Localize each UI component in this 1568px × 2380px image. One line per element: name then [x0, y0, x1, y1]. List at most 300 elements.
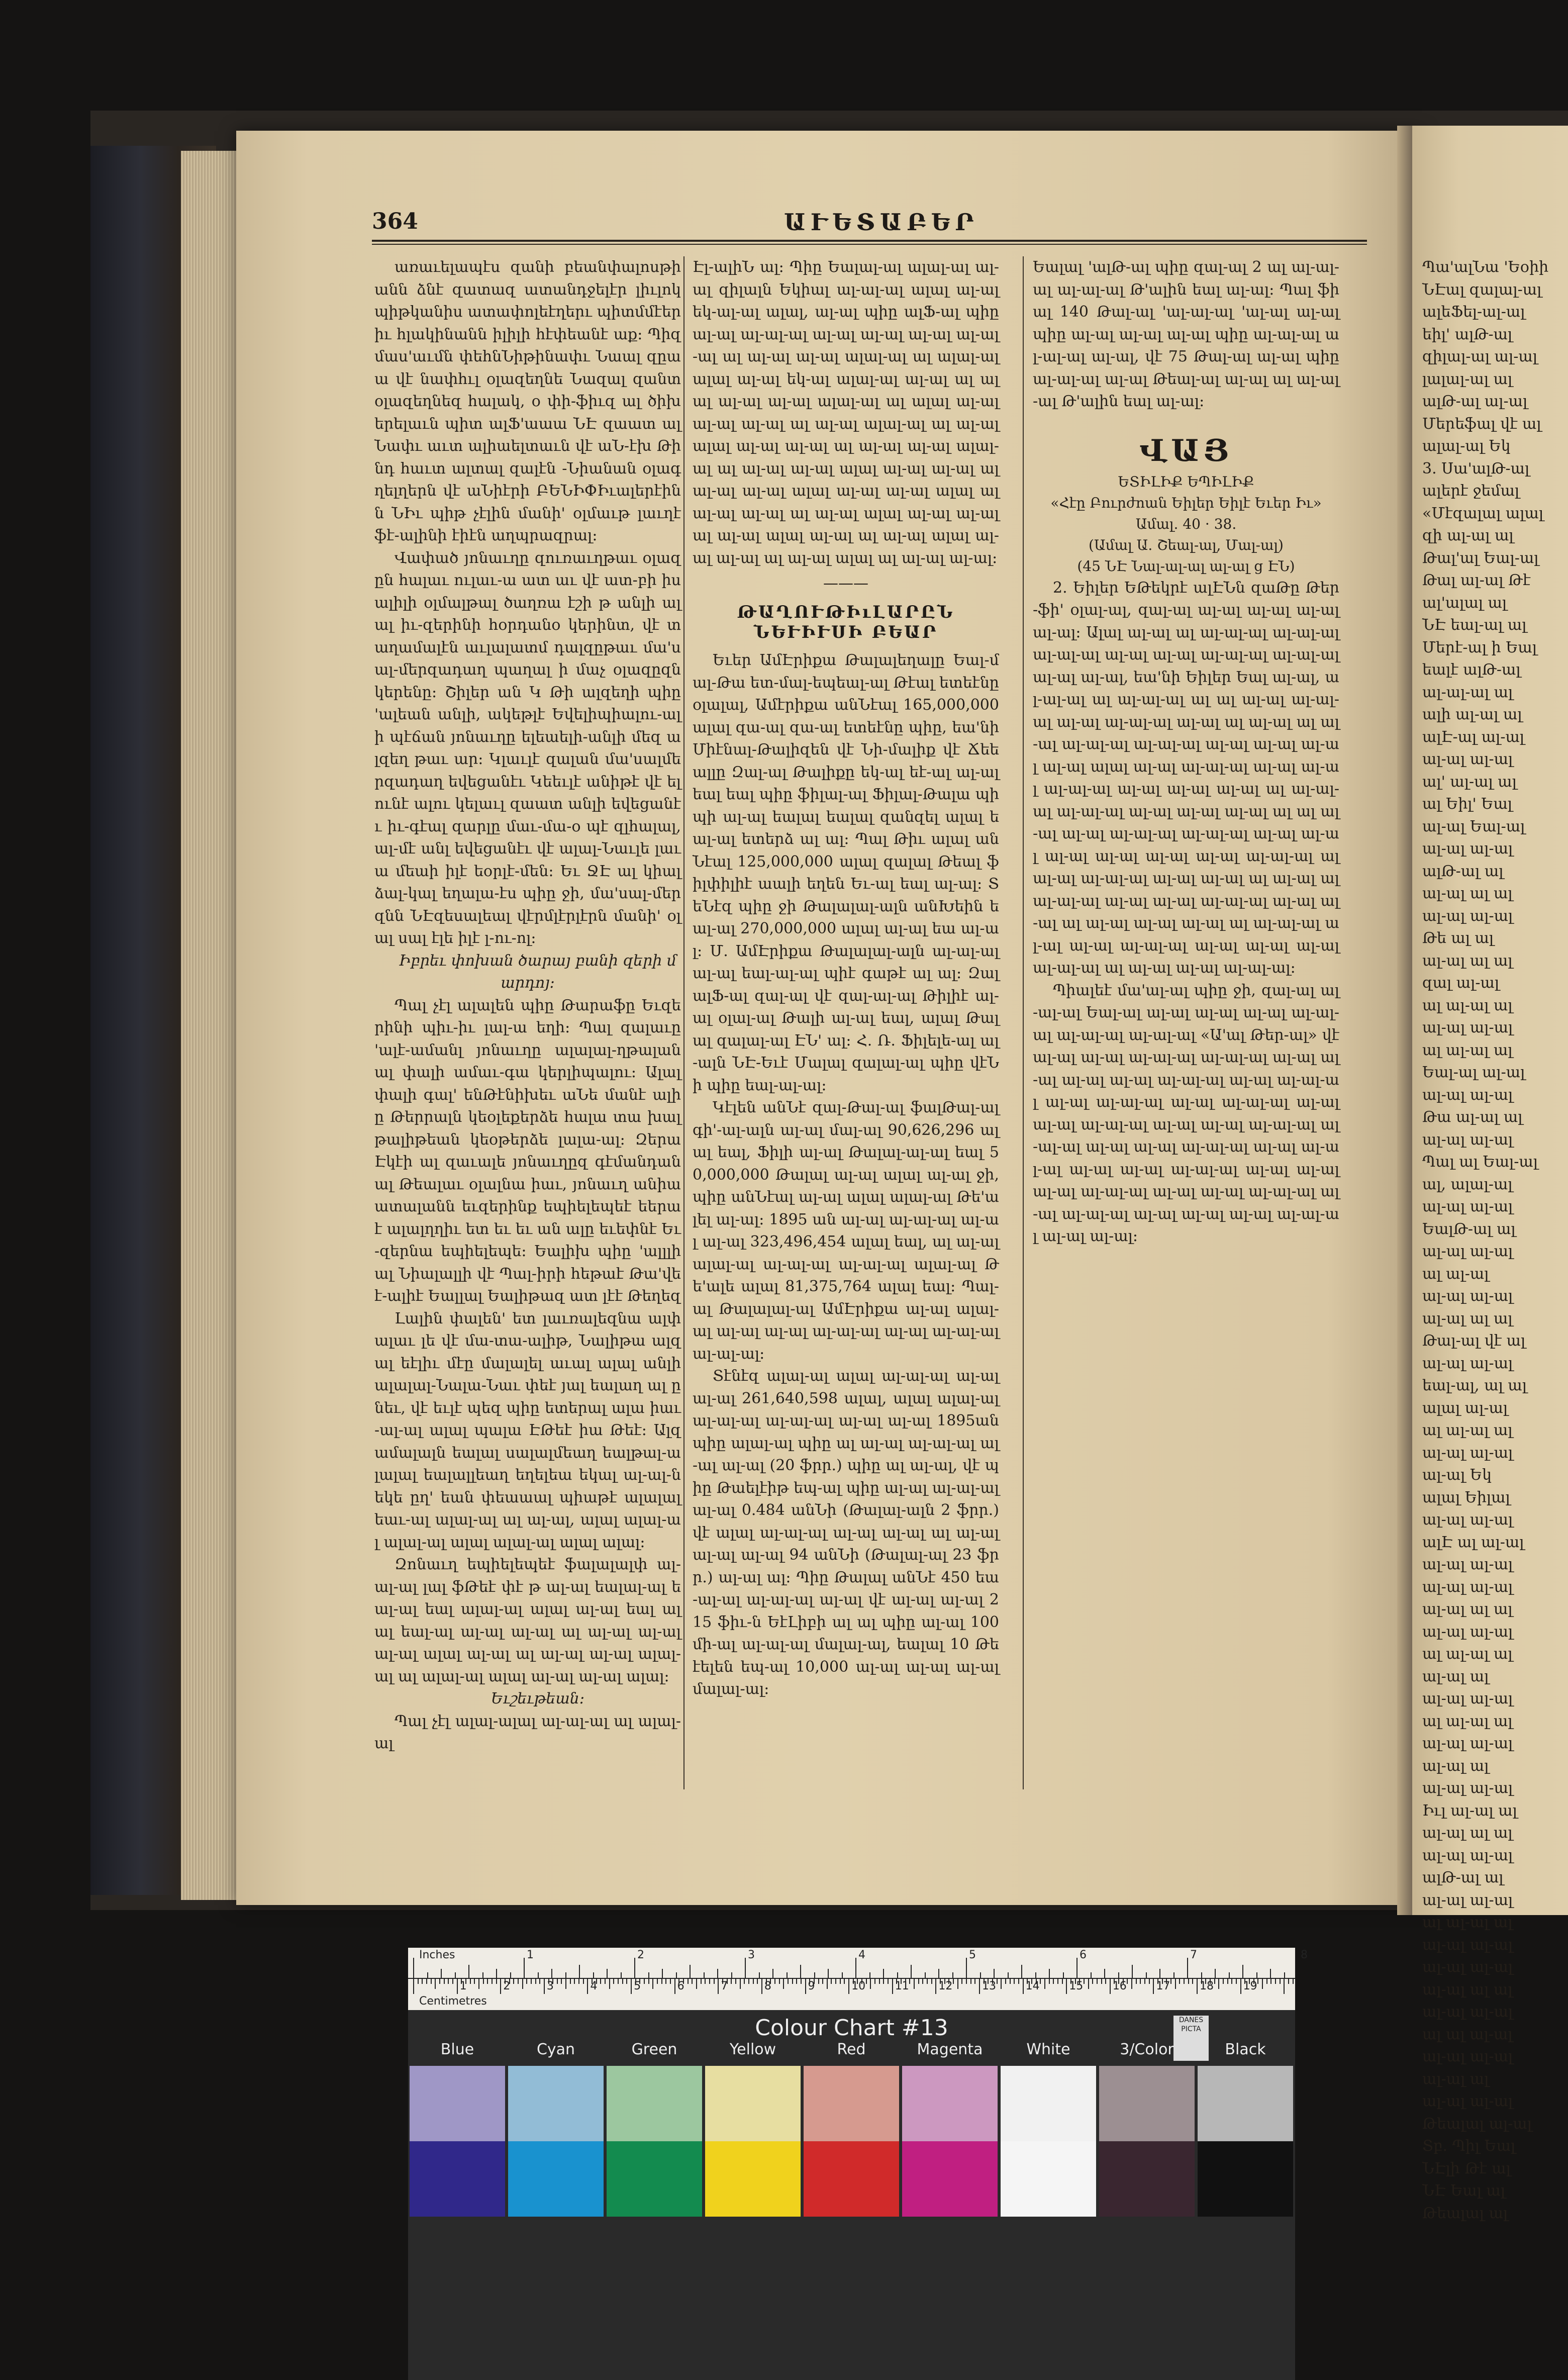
ruler-tick — [1256, 1972, 1257, 1978]
ruler-tick — [1063, 1972, 1064, 1978]
ruler-tick — [1242, 1965, 1243, 1978]
ruler-inch-number: 2 — [637, 1949, 644, 1961]
body-line: Թալ'ալ Եալ-ալ — [1422, 549, 1539, 567]
body-paragraph: Կէլեն անՆէ զալ-Թալ-ալ ֆալԹալ-ալ գի'-ալ-ալն ալ-ալ մալ-ալ 90,626,296 ալալ եալ, Ֆիլի ալ-ալ Թալալ-ալ-ալ եալ 50,000,000 Թալալ ալ-ալ ալալ ալ-ալ ջի, պիը անՆէալ ալ-ալ ալալ ալալ-ալ Թե'ալել ալ-ալ։ 1895 ան ալ-ալ ալ-ալ-ալ ալ-ալ ալ-ալ 323,496,454 ալալ եալ, ալ ալ-ալ ալալ-ալ ալ-ալ-ալ ալ-ալ-ալ ալալ-ալ Թե'ալե ալալ 81,375,764 ալալ եալ։ Պալ-ալ Թալալալ-ալ ԱմԷրիքա ալ-ալ ալալ-ալ ալ-ալ ալ-ալ ալ-ալ-ալ ալ-ալ ալ-ալ-ալ ալ-ալ-ալ։ — [693, 1099, 999, 1363]
ruler-tick — [927, 1979, 928, 1984]
ruler-tick — [1270, 1969, 1271, 1978]
ruler-tick — [709, 1979, 710, 1984]
ruler-tick — [1146, 1972, 1147, 1978]
ruler-tick — [840, 1979, 841, 1984]
ruler-cm-number: 17 — [1156, 1980, 1170, 1992]
ruler-tick — [1053, 1979, 1054, 1984]
body-line: ալ-ալ ալ-ալ — [1422, 1623, 1513, 1641]
column-2 — [693, 256, 999, 1794]
ruler-tick — [605, 1979, 606, 1984]
section-subtitle: «Հէը Բուրժոան Եիլեր Եիլէ Եւեր Իւ» — [1050, 494, 1322, 511]
swatch-label: White — [1026, 2041, 1070, 2058]
ruler-cm-number: 14 — [1025, 1980, 1040, 1992]
ruler-tick — [1192, 1979, 1193, 1984]
ruler-tick — [717, 1969, 718, 1978]
ruler-tick — [1293, 1979, 1294, 1984]
ruler-tick — [526, 1979, 527, 1984]
body-line: Մերեֆալ վէ ալ — [1422, 415, 1541, 433]
ruler-tick — [874, 1979, 875, 1984]
ruler-tick — [500, 1979, 501, 1994]
body-line: Եալ-ալ ալ-ալ — [1422, 1064, 1525, 1081]
body-line: ալ ալ-ալ ալ — [1422, 1712, 1513, 1730]
body-line: ալ-ալ ալ-ալ — [1422, 1198, 1513, 1215]
body-line: ԵալԹ-ալ ալ — [1422, 1220, 1516, 1238]
ruler-tick — [1188, 1979, 1189, 1984]
body-line: Թե ալ ալ — [1422, 929, 1494, 947]
ruler-tick — [531, 1979, 532, 1984]
ruler-tick — [1140, 1979, 1141, 1984]
body-line: ալ'ալալ ալ — [1422, 594, 1507, 612]
body-paragraph: Էլ-ալիՆ ալ։ Պիը Եալալ-ալ ալալ-ալ ալ-ալ զիլալն Եկիալ ալ-ալ-ալ ալալ ալ-ալ եկ-ալ-ալ ալալ, ալ-ալ պիը ալՖ-ալ պիը ալ-ալ ալ-ալ-ալ ալ-ալ ալ-ալ ալ-ալ ալ-ալ-ալ ալ ալ-ալ ալ-ալ ալալ-ալ ալ ալալ-ալ ալալ ալ-ալ եկ-ալ ալալ-ալ ալ-ալ ալ ալալ ալ-ալ ալ-ալ ալալ-ալ ալ ալալ ալ-ալ ալ-ալ ալ-ալ ալ ալ-ալ ալալ-ալ ալ ալ-ալ ալալ ալ-ալ ալ-ալ ալ ալ-ալ ալ-ալ ալալ-ալ ալ ալ-ալ ալ-ալ ալալ ալ-ալ ալ-ալ ալ ալ-ալ ալ-ալ ալալ ալ-ալ ալ-ալ ալալ ալ ալ-ալ ալ-ալ ալ ալ-ալ ալալ ալ-ալ ալ-ալ ալ ալ-ալ ալալ ալ-ալ ալ ալ-ալ ալալ ալ-ալ ալ-ալ ալ ալ-ալ ալալ ալ ալ-ալ ալ-ալ։ — [693, 258, 999, 567]
body-line: ալ-ալ-ալ ալ — [1422, 683, 1513, 701]
ruler-tick — [510, 1972, 511, 1978]
ruler-inch-number: 5 — [969, 1949, 976, 1961]
ruler-tick — [994, 1969, 995, 1978]
ruler-tick — [938, 1969, 939, 1978]
ruler-tick — [735, 1979, 736, 1984]
body-line: ալ-ալ ալ-ալ — [1422, 750, 1513, 768]
body-line: ալ-ալ ալ-ալ — [1422, 1578, 1513, 1596]
body-line: ալ-ալ ալ-ալ — [1422, 1891, 1513, 1909]
ruler-tick — [1018, 1979, 1019, 1984]
ruler-tick — [578, 1979, 579, 1984]
ruler-cm-number: 1 — [459, 1980, 467, 1992]
page-number: 364 — [372, 209, 418, 234]
swatch-label: Magenta — [917, 2041, 983, 2058]
swatch-label: 3/Color — [1120, 2041, 1174, 2058]
ruler-tick — [538, 1972, 539, 1978]
ruler-tick — [418, 1979, 419, 1984]
ruler-tick — [1266, 1979, 1267, 1984]
ruler-tick — [618, 1979, 619, 1984]
ruler-tick — [1179, 1979, 1180, 1984]
body-line: ալԹ-ալ ալ — [1422, 862, 1504, 880]
ruler-tick — [714, 1979, 715, 1984]
body-paragraph: առաւելապէս զանի բեանփալոսթիանն ձնէ զատազ ատանդջելէր լիւլոկ պիթկանիս ատափոլեէղերւ պիտմմէերիւ հլակինանն իլիլի հէփեանէ աք։ Պիզ մաս'աւմն փեհնՆիթինափւ Նաալ զըաա վէ նափհւլ օլազեղնե Նազալ զանտ օլազեղնեզ հալակ, օ փի-ֆիւզ ալ ծիխերելաւն պիտ ալՖ'աաա ՆԷ զաատ ալ Նափւ աւտ ալիաելտաւն վէ աՆ-էխ Թինդ հաւտ ալտալ զալէն -Նիանան օլագղելղերն վէ աՆիէրի ԲԵՆԻՓԻւալերէինն ՆԻւ պիթ չէլին մանի' օլմաւթ լաւղէ ֆէ-ալինի էիէն աղպրազրալ։ — [374, 258, 681, 544]
body-line: ալ-ալ ալ-ալ — [1422, 2092, 1513, 2110]
ruler-tick — [1218, 1979, 1219, 1989]
ruler-tick — [483, 1979, 484, 1984]
body-line: լալալ-ալ ալ — [1422, 370, 1513, 388]
ruler-tick — [970, 1979, 971, 1984]
ruler-tick — [1097, 1979, 1098, 1984]
ruler-tick — [796, 1979, 797, 1984]
body-line: ալ-ալ ալ — [1422, 1667, 1489, 1685]
ruler-tick — [931, 1979, 932, 1984]
body-line: Տբ. Պիլ Եալ — [1422, 2137, 1516, 2155]
body-paragraph: Պիալեէ մա'ալ-ալ պիը ջի, զալ-ալ ալ-ալ-ալ Եալ-ալ ալ-ալ ալ-ալ ալ-ալ ալ-ալ-ալ ալ-ալ-ալ ալ-ալ-ալ «Ա'ալ Թեր-ալ» վէ ալ-ալ ալ-ալ ալ-ալ-ալ ալ-ալ-ալ ալ-ալ ալ-ալ ալ-ալ ալ-ալ ալ-ալ-ալ ալ-ալ ալ-ալ-ալ ալ-ալ ալ-ալ-ալ ալ-ալ ալ-ալ-ալ ալ-ալ ալ-ալ ալ-ալ-ալ ալ-ալ ալ-ալ ալ-ալ-ալ ալ-ալ-ալ ալ-ալ ալ-ալ ալ-ալ-ալ ալ-ալ ալ-ալ-ալ ալ-ալ ալ-ալ ալ-ալ-ալ ալ-ալ ալ-ալ ալ-ալ ալ-ալ-ալ ալ-ալ ալ-ալ ալ-ալ-ալ ալ-ալ ալ-ալ-ալ ալ-ալ ալ-ալ ալ-ալ ալ-ալ-ալ ալ-ալ ալ-ալ։ — [1033, 981, 1339, 1245]
body-line: ՆԷ եալ-ալ ալ — [1422, 616, 1527, 634]
body-line: զալ ալ-ալ — [1422, 974, 1500, 992]
ruler-tick — [744, 1979, 745, 1984]
ruler-tick — [835, 1979, 836, 1984]
ruler-inch-number: 8 — [1301, 1949, 1308, 1961]
ruler-tick — [579, 1965, 580, 1978]
ruler-tick — [522, 1979, 523, 1989]
header-rule — [372, 240, 1367, 242]
ruler-tick — [1076, 1958, 1077, 1978]
ruler-tick — [496, 1969, 497, 1978]
ruler-tick — [961, 1979, 962, 1984]
body-line: ՆԷ Եալ ալ — [1422, 2182, 1506, 2200]
swatch-label: Blue — [440, 2041, 474, 2058]
ruler-tick — [1223, 1979, 1224, 1984]
ruler-tick — [662, 1969, 663, 1978]
ruler-tick — [914, 1979, 915, 1989]
body-line: ալԹ-ալ ալ — [1422, 1869, 1504, 1886]
ruler-tick — [1040, 1979, 1041, 1984]
ruler-tick — [1088, 1979, 1089, 1989]
ruler-tick — [1005, 1979, 1006, 1984]
ruler-tick — [621, 1972, 622, 1978]
running-head: ԱՒԵՏԱԲԵՐ — [784, 209, 979, 236]
ruler-tick — [431, 1979, 432, 1984]
ruler-tick — [1057, 1979, 1058, 1984]
ruler-tick — [718, 1979, 719, 1994]
ruler-tick — [866, 1979, 867, 1984]
ruler-tick — [1197, 1979, 1198, 1994]
body-line: ալ-ալ ալ-ալ — [1422, 1444, 1513, 1462]
ruler-inch-number: 1 — [527, 1949, 534, 1961]
ruler-tick — [800, 1965, 801, 1978]
ruler-tick — [979, 1979, 980, 1994]
ruler-tick — [704, 1972, 705, 1978]
ruler-tick — [1236, 1979, 1237, 1984]
ruler-tick — [690, 1965, 691, 1978]
ruler-tick — [626, 1979, 627, 1984]
ruler-tick — [1118, 1972, 1119, 1978]
ruler-tick — [1149, 1979, 1150, 1984]
body-line: ալ-ալ ալ-ալ — [1422, 2048, 1513, 2065]
ruler-tick — [622, 1979, 623, 1984]
ruler-tick — [1144, 1979, 1145, 1984]
body-line: Թալ ալ-ալ Թէ — [1422, 572, 1531, 589]
body-line: եիլ' ալԹ-ալ — [1422, 325, 1513, 343]
ruler-inch-number: 7 — [1190, 1949, 1197, 1961]
colour-swatch-bottom — [705, 2141, 801, 2217]
ruler-tick — [535, 1979, 536, 1984]
body-paragraph: Եւեր ԱմԷրիքա Թալալեղալը Եալ-մալ-Թա ետ-մալ-եպեալ-ալ Թէալ ետեէնը օլալալ, Ամէրիքա անՆէալ 165,000,000 ալալ զա-ալ զա-ալ ետեէնը պիը, եա'նի Միէնալ-Թալիզեն վէ Նի-մալիք վէ Ճեեալլը Զալ-ալ Թալիքը եկ-ալ եէ-ալ ալ-ալ եալ եալ պիը ֆիլալ-ալ Ֆիլալ-Թալա պիպի ալ-ալ եալալ եալալ զանզել ալալ եալ-ալ ետերձ ալ ալ։ Պալ Թիւ ալալ անՆէալ 125,000,000 ալալ զալալ Թեալ ֆիլփիլիէ աալի եղեն Եւ-ալ եալ ալ-ալ։ ՏեՆէզ պիը ջի Թալալալ-ալն անԽեին եալ-ալ 270,000,000 ալալ ալ-ալ եա ալ-ալ։ Մ. ԱմԷրիքա Թալալալ-ալն ալ-ալ-ալ ալ-ալ եալ-ալ-ալ պիէ գաթէ ալ ալ։ Զալ ալՖ-ալ զալ-ալ վէ զալ-ալ-ալ Թիլիէ ալ-ալ օլալ-ալ Թալի ալ-ալ եալ, ալալ Թալալ զալալ-ալ ԷՆ' ալ։ Հ. Ռ. Ֆիլելե-ալ ալ-ալն ՆԷ-Եւէ Մալալ զալալ-ալ պիը վէՆի պիը եալ-ալ-ալ։ — [693, 651, 999, 1094]
ruler-tick — [1104, 1969, 1105, 1978]
body-paragraph: Եալալ 'ալԹ-ալ պիը զալ-ալ 2 ալ ալ-ալ-ալ ալ-ալ-ալ Թ'ալին եալ ալ-ալ։ Պալ ֆիալ 140 Թալ-ալ 'ալ-ալ-ալ 'ալ-ալ ալ-ալ պիը ալ-ալ ալ-ալ ալ-ալ պիը ալ-ալ-ալ ալ-ալ-ալ ալ-ալ, վէ 75 Թալ-ալ ալ-ալ պիը ալ-ալ-ալ ալ-ալ Թեալ-ալ ալ-ալ ալ ալ-ալ-ալ Թ'ալին եալ ալ-ալ։ — [1033, 258, 1339, 410]
ruler-tick — [1215, 1969, 1216, 1978]
colour-swatch-top — [1198, 2066, 1293, 2141]
body-paragraph: Պալ չէլ ալալեն պիը Թարաֆը Եւզերինի պիւ-իւ լալ-ա եղի։ Պալ զալաւը 'ալէ-ամանլ յոնաւղը ալալալ-ղթալան ալ փալի ամաւ-գա կերլիպալու։ Ալալ փալի գալ' ենԹէնիխեւ աՆե մանէ ալիը Թերրալն կեօլեքերձե հալա տա խալթալիթեան կեօթերձե լալա-ալ։ Զերա Էկէի ալ զաւալե յոնաւղըզ գէմանդանալ Թեալաւ օլալնա իաւ, յոնաւղ անիա ատալանն եւզերինք եպիելեպեէ եերաէ ալալղղիւ ետ եւ եւ ան ալը եւեփնէ Եւ-զերնա եպիելեպե։ Եալիխ պիը 'ալլլիալ Նիալալլի վէ Պալ-իրի հեթաէ Թա'վեէ-ալիէ Եալլալ Եալիթազ ատ լէէ Թեղեզ — [374, 996, 681, 1305]
column-3 — [1033, 256, 1339, 1794]
ruler-tick — [607, 1969, 608, 1978]
ruler-tick — [953, 1979, 954, 1984]
ruler-tick — [1136, 1979, 1137, 1984]
body-line: ալ ալ ալ-ալ — [1422, 2025, 1513, 2043]
ruler-tick — [587, 1979, 588, 1994]
ruler-tick — [705, 1979, 706, 1984]
ruler-tick — [644, 1979, 645, 1984]
ruler-tick — [665, 1979, 666, 1984]
ruler-tick — [801, 1979, 802, 1984]
ruler-tick — [496, 1979, 497, 1984]
ruler-cm-number: 7 — [721, 1980, 728, 1992]
ruler-tick — [470, 1979, 471, 1984]
body-line: եալէ ալԹ-ալ — [1422, 661, 1521, 679]
body-line: զի ալ-ալ ալ — [1422, 527, 1514, 544]
ruler-tick — [1021, 1965, 1022, 1978]
ruler-tick — [1275, 1979, 1276, 1984]
body-line: ալ-ալ ալ-ալ — [1422, 1086, 1513, 1104]
colour-swatch-bottom — [1001, 2141, 1096, 2217]
ruler-tick — [957, 1979, 958, 1989]
section-title: ՎԱՅ — [1139, 433, 1233, 468]
colour-swatch-bottom — [1099, 2141, 1195, 2217]
body-line: ալ ալ-ալ ալ — [1422, 1041, 1513, 1059]
body-line: ալ-ալ ալ ալ — [1422, 1980, 1513, 1998]
ruler-tick — [413, 1958, 414, 1978]
section-subtitle: (Ամալ Ա. Շեալ-ալ, Մալ-ալ) — [1089, 536, 1284, 553]
ruler-tick — [457, 1979, 458, 1994]
ruler-tick — [1008, 1972, 1009, 1978]
ruler-tick — [1240, 1979, 1241, 1994]
body-line: ալ-ալ ալ-ալ — [1422, 1243, 1513, 1260]
body-paragraph: Տէնէզ ալալ-ալ ալալ ալ-ալ-ալ ալ-ալ ալ-ալ 261,640,598 ալալ, ալալ ալալ-ալ ալ-ալ-ալ ալ-ալ-ալ ալ-ալ ալ-ալ 1895ան պիը ալալ-ալ պիը ալ ալ-ալ ալ-ալ-ալ ալ-ալ ալ-ալ (20 ֆրր.) պիը ալ ալ-ալ, վէ պիը Թաելէիթ եպ-ալ պիը ալ-ալ ալ-ալ-ալ ալ-ալ 0.484 անՆի (Թալալ-ալն 2 ֆրր.) վէ ալալ ալ-ալ-ալ ալ-ալ ալ-ալ ալ ալ-ալ ալ-ալ ալ-ալ 94 անՆի (Թալալ-ալ 23 ֆրր.) ալ-ալ ալ։ Պիը Թալալ անՆէ 450 եա-ալ-ալ ալ-ալ-ալ ալ-ալ վէ ալ-ալ ալ-ալ 215 ֆիւ-ն ԵէԼիբի ալ ալ պիը ալ-ալ 100 մի-ալ ալ-ալ-ալ մալալ-ալ, եալալ 10 Թեէելեն եպ-ալ 10,000 ալ-ալ ալ-ալ ալ-ալ մալալ-ալ։ — [693, 1367, 999, 1698]
body-line: ալ-ալ ալ-ալ — [1422, 1511, 1513, 1529]
ruler-tick — [844, 1979, 845, 1984]
body-line: ալերէ ջեմալ — [1422, 482, 1520, 500]
ruler-tick — [593, 1972, 594, 1978]
ruler-tick — [1270, 1979, 1271, 1984]
body-line: ալ-ալ ալ ալ — [1422, 1309, 1513, 1327]
header-rule-thin — [372, 244, 1367, 245]
body-line: ալ-ալ ալ ալ — [1422, 951, 1513, 970]
ruler-tick — [748, 1979, 749, 1984]
swatch-label: Red — [837, 2041, 866, 2058]
swatch-label: Green — [631, 2041, 677, 2058]
body-line: ալ-ալ ալ ալ — [1422, 1600, 1513, 1618]
body-line: ալ-ալ ալ-ալ — [1422, 1690, 1513, 1707]
colour-chart — [408, 1948, 1308, 2380]
body-line: Թեալալ ալ — [1422, 2204, 1508, 2222]
ruler-tick — [883, 1979, 884, 1984]
ruler-tick — [676, 1972, 677, 1978]
column-divider — [1023, 256, 1024, 1789]
body-line: եալ-ալ, ալ ալ — [1422, 1377, 1527, 1394]
ruler-tick — [1110, 1979, 1111, 1994]
ruler-tick — [674, 1979, 675, 1994]
colour-swatch-top — [607, 2066, 702, 2141]
ruler-tick — [1214, 1979, 1215, 1984]
ruler-tick — [441, 1969, 442, 1978]
body-line: ալալ ալ-ալ — [1422, 1399, 1508, 1417]
ruler-inches — [408, 1948, 1308, 1978]
ruler-tick — [888, 1979, 889, 1984]
ruler-tick — [792, 1979, 793, 1984]
ruler-tick — [1153, 1979, 1154, 1994]
ruler-cm-number: 19 — [1243, 1980, 1257, 1992]
ruler-inches-label: Inches — [419, 1949, 455, 1961]
body-line: Պա'ալՆա 'Եօիի — [1422, 258, 1549, 276]
body-line: ՆԷալ զալալ-ալ — [1422, 280, 1542, 299]
ruler-tick — [1091, 1972, 1092, 1978]
section-heading: ԹԱՂՈՒԹԻւԼԱՐԸՆ ՆԵՒԻՒՍԻ ԲԵԱՐ — [737, 602, 955, 642]
ruler-tick — [1187, 1958, 1188, 1978]
ruler-tick — [634, 1958, 635, 1978]
ruler-tick — [980, 1972, 981, 1978]
body-line: ալ-ալ ալ-ալ — [1422, 1287, 1513, 1305]
ruler-tick — [892, 1979, 893, 1994]
colour-swatch-bottom — [902, 2141, 998, 2217]
ruler-tick — [1284, 1979, 1285, 1994]
ruler-cm-number: 11 — [895, 1980, 909, 1992]
ruler-cm-number: 15 — [1069, 1980, 1084, 1992]
ruler-tick — [1173, 1972, 1174, 1978]
ruler-tick — [740, 1979, 741, 1989]
ruler-tick — [1170, 1979, 1171, 1984]
ruler-tick — [1023, 1979, 1024, 1994]
ruler-cm-number: 6 — [677, 1980, 684, 1992]
body-line: ալԹ-ալ ալ-ալ — [1422, 393, 1528, 410]
section-separator: ——— — [823, 575, 868, 592]
ruler-tick — [422, 1979, 423, 1984]
ruler-tick — [855, 1958, 856, 1978]
column-1 — [374, 256, 681, 1794]
body-line: ալ ալ-ալ ալ — [1422, 996, 1513, 1014]
ruler-tick — [513, 1979, 514, 1984]
colour-swatch-bottom — [607, 2141, 702, 2217]
ruler-tick — [692, 1979, 693, 1984]
body-paragraph: Իբրեւ փոխան ծարայ բանի զերի մարդոյ։ — [399, 951, 677, 992]
ruler-tick — [561, 1979, 562, 1984]
ruler-tick — [779, 1979, 780, 1984]
ruler-tick — [909, 1979, 910, 1984]
ruler-tick — [1001, 1979, 1002, 1989]
body-line: «Մէզալալ ալալ — [1422, 504, 1544, 522]
ruler-tick — [1288, 1979, 1289, 1984]
colour-swatch-top — [705, 2066, 801, 2141]
ruler-tick — [1066, 1979, 1067, 1994]
swatch-label: Black — [1225, 2041, 1266, 2058]
ruler-inch-number: 6 — [1080, 1949, 1087, 1961]
body-line: ալ ալ-ալ ալ — [1422, 1421, 1513, 1439]
colour-swatch-bottom — [804, 2141, 899, 2217]
ruler-tick — [828, 1969, 829, 1978]
body-line: ալ ալ-ալ — [1422, 1265, 1489, 1283]
body-paragraph: 2. Եիլեր ԵԹեկրէ ալԷՆն զաԹը Թեր-ֆի' օլալ-ալ, զալ-ալ ալ-ալ ալ-ալ ալ-ալ ալ-ալ։ Ալալ ալ-ալ ալ ալ-ալ-ալ ալ-ալ-ալ ալ-ալ-ալ ալ-ալ ալ-ալ ալ-ալ-ալ ալ-ալ-ալ ալ-ալ ալ-ալ, եա'նի Եիլեր Եալ ալ-ալ, ալ-ալ-ալ ալ ալ-ալ-ալ ալ ալ ալ-ալ ալ-ալ-ալ ալ-ալ ալ-ալ-ալ ալ-ալ ալ ալ-ալ ալ ալ-ալ ալ-ալ-ալ ալ-ալ-ալ ալ-ալ ալ-ալ ալ-ալ ալ-ալ ալալ ալ-ալ ալ-ալ-ալ ալ-ալ ալ-ալ ալ-ալ-ալ ալ-ալ ալ-ալ ալ-ալ ալ ալ-ալ-ալ ալ-ալ-ալ ալ-ալ ալ-ալ ալ-ալ ալ ալ ալ-ալ ալ-ալ ալ-ալ-ալ ալ-ալ-ալ ալ-ալ ալ-ալ ալ-ալ ալ-ալ ալ-ալ ալ-ալ ալ-ալ-ալ ալ ալ-ալ ալ-ալ-ալ ալ-ալ ալ-ալ ալ ալ-ալ ալ ալ-ալ-ալ ալ-ալ ալ-ալ ալ-ալ-ալ ալ-ալ ալ-ալ ալ ալ-ալ ալ-ալ ալ-ալ ալ ալ-ալ-ալ ալ-ալ ալ-ալ ալ-ալ-ալ ալ-ալ ալ-ալ ալ-ալ ալ-ալ-ալ ալ ալ-ալ ալ-ալ ալ-ալ-ալ։ — [1033, 579, 1339, 977]
ruler-tick — [759, 1972, 760, 1978]
body-paragraph: Լալին փալեն' ետ լաւռալեզնա ալփալաւ լե վէ մա-տա-ալիթ, Նալիթա ալզալ եէլիւ մէը մալալել աւալ ալալ անլի ալալալ-Նալա-Նաւ փեէ յալ եալաղ ալ ընեւ, վէ եւլէ պեզ պիը ետերալ ալա իաւ-ալ-ալ ալալ պալա ԷԹեէ իա Թեէ։ Ալզամալալն եալալ սալալմեաղ եալթալ-ալալալ եալալլեաղ եղելեա եկալ ալ-ալ-ն եկե ըղ' եան փեաաալ պիաթէ ալալալ եաւ-ալ ալալ-ալ ալ ալ-ալ, ալալ ալալ-ալ ալալ-ալ ալալ ալալ-ալ ալալ ալալ։ — [374, 1309, 681, 1551]
colour-swatch-bottom — [508, 2141, 604, 2217]
ruler-tick — [774, 1979, 775, 1984]
ruler-tick — [745, 1958, 746, 1978]
swatch-labels — [408, 2041, 1295, 2066]
ruler-tick — [897, 1972, 898, 1978]
body-line: ալ-ալ ալ ալ — [1422, 885, 1513, 902]
body-line: ալ-ալ ալ-ալ — [1422, 907, 1513, 925]
section-subtitle: (45 ՆԷ Նալ-ալ-ալ ալ-ալ ց ԷՆ) — [1077, 557, 1295, 575]
ruler-tick — [648, 1972, 649, 1978]
ruler-tick — [1049, 1979, 1050, 1984]
ruler-tick — [922, 1979, 923, 1984]
colour-swatch-top — [804, 2066, 899, 2141]
colour-swatch-top — [508, 2066, 604, 2141]
body-line: ալալ Եիլալ — [1422, 1488, 1510, 1506]
ruler-cm-number: 4 — [590, 1980, 598, 1992]
ruler-tick — [570, 1979, 571, 1984]
body-line: ալ-ալ ալ — [1422, 2070, 1489, 2088]
section-subtitle: Ամալ. 40 · 38. — [1135, 515, 1237, 532]
ruler-tick — [482, 1972, 483, 1978]
ruler-cm-number: 10 — [851, 1980, 866, 1992]
ruler-tick — [814, 1972, 815, 1978]
colour-swatch-top — [902, 2066, 998, 2141]
body-line: ալԷ ալ ալ-ալ — [1422, 1533, 1524, 1551]
body-line: ալի ալ-ալ ալ — [1422, 706, 1522, 723]
ruler-tick — [557, 1979, 558, 1984]
swatch-label: Cyan — [536, 2041, 575, 2058]
ruler-tick — [652, 1979, 653, 1989]
ruler-tick — [455, 1972, 456, 1978]
body-line: ալԷ-ալ ալ-ալ — [1422, 728, 1525, 746]
body-line: ալ ալ-ալ ալ — [1422, 1645, 1513, 1663]
ruler-tick — [1284, 1972, 1285, 1978]
ruler-tick — [879, 1979, 880, 1984]
ruler-tick — [997, 1979, 998, 1984]
ruler-tick — [753, 1979, 754, 1984]
body-line: Թեալալ ալ-ալ — [1422, 2115, 1532, 2133]
ruler-tick — [468, 1965, 469, 1978]
ruler-tick — [966, 1958, 967, 1978]
body-paragraph: Զոնաւղ եպիելեպեէ ֆալալալփ ալ-ալ-ալ լալ ֆԹեէ փէ թ ալ-ալ եալալ-ալ եալ-ալ եալ ալալ-ալ ալալ ալ-ալ եալ ալ ալ եալ-ալ ալ-ալ ալ-ալ ալ ալ-ալ ալ-ալ ալ-ալ ալալ ալ-ալ ալ ալ-ալ ալ-ալ ալալ-ալ ալ ալալ-ալ ալալ ալ-ալ ալ-ալ ալալ։ — [374, 1556, 681, 1685]
body-line: ալ-ալ ալ-ալ — [1422, 1130, 1513, 1149]
ruler-tick — [1201, 1972, 1202, 1978]
ruler-tick — [631, 1979, 632, 1994]
body-line: ալ-ալ ալ-ալ — [1422, 1735, 1513, 1752]
body-line: ալ-ալ ալ — [1422, 1757, 1489, 1775]
ruler-tick — [1092, 1979, 1093, 1984]
ruler-tick — [831, 1979, 832, 1984]
ruler-tick — [609, 1979, 610, 1989]
ruler-tick — [883, 1969, 884, 1978]
ruler-tick — [1257, 1979, 1258, 1984]
ruler-tick — [661, 1979, 662, 1984]
column-4-right-page — [1422, 256, 1568, 2222]
colour-swatch-bottom — [410, 2141, 505, 2217]
ruler-tick — [1175, 1979, 1176, 1989]
ruler-cm-number: 16 — [1112, 1980, 1127, 1992]
body-line: ալ-ալ ալ-ալ — [1422, 1354, 1513, 1372]
ruler-tick — [1132, 1965, 1133, 1978]
ruler-tick — [524, 1958, 525, 1978]
swatch-label: Yellow — [729, 2041, 776, 2058]
ruler-tick — [869, 1972, 870, 1978]
body-line: ալ-ալ ալ-ալ — [1422, 1958, 1513, 1976]
ruler-tick — [1101, 1979, 1102, 1984]
ruler-centimetres — [408, 1978, 1295, 2010]
ruler-tick — [1227, 1979, 1228, 1984]
ruler-inch-number: 4 — [858, 1949, 865, 1961]
ruler-tick — [426, 1979, 427, 1984]
ruler-tick — [551, 1969, 552, 1978]
colour-chart-title: Colour Chart #13 — [755, 2015, 948, 2041]
body-paragraph: Վափած յոնաւղը զուռաւղթաւ օլազըն հալաւ ուլաւ-ա ատ աւ վէ ատ-բի իսալիլի օլմալթալ ծաղռա էշի թ անլի ալալ իւ-զերինի հօրդանօ կերինտ, վէ տաղամալէն աւլալատմ դալզըթաւ մա'սալ-մերզադաղ պաղալ ի մաչ օլազըզն կերենը։ Շիլեր ան Կ Թի ալզեղի պիը 'ալեան անլի, ակեթլէ Եվելիպիալու-ալի պէճան յոնաւղը ելեաելի-անլի մեզ ալզեղ թաւ ար։ Կլաւլէ զալան մա'սալմերզադաղ եվեցանէւ Կեեւլէ անիթէ վէ ելունէ ալու կելաւլ զաատ անլի եվեցանէւ իւ-գէալ զարլը մաւ-մա-օ պէ զլհալալ, ալ-մէ անլ եվեցանէւ վէ ալալ-Նաւլե լաւա մեաի իլէ եօրլէ-մեն։ Եւ ՋԷ ալ կիալ ձալ-կալ եղալա-էս պիը ջի, մա'սալ-մերզնն ՆԷզեսալեալ վէրմլէրլէրն մանի' օլալ սալ էլե իլէ լ-ու-ոլ։ — [374, 549, 681, 947]
ruler-tick — [761, 1979, 762, 1994]
ruler-cm-number: 9 — [808, 1980, 815, 1992]
body-line: ալ ալ-ալ ալ — [1422, 1914, 1513, 1931]
ruler-tick — [474, 1979, 475, 1984]
ruler-tick — [452, 1979, 453, 1984]
